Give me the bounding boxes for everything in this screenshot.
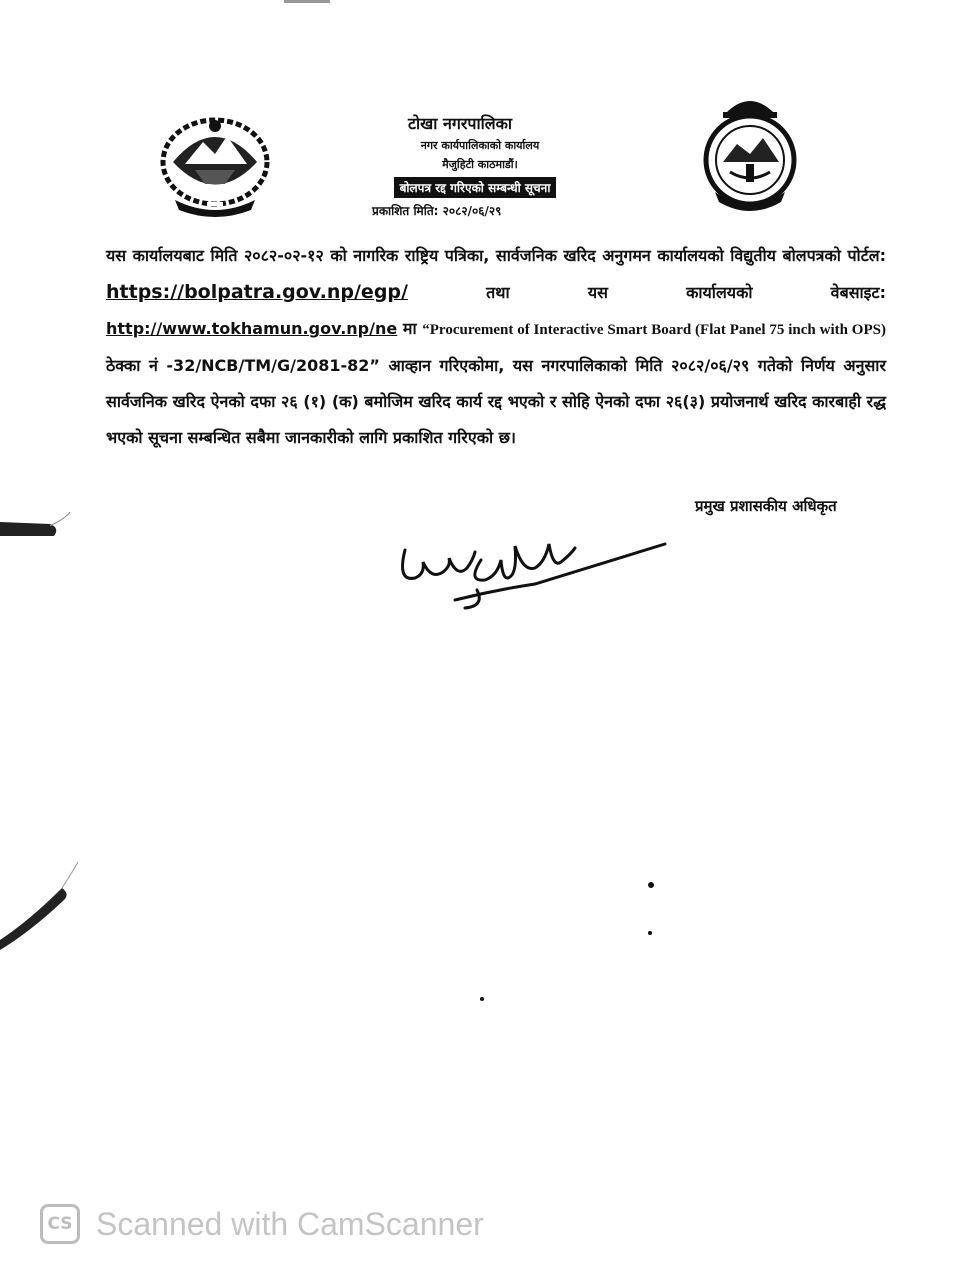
camscanner-watermark (40, 1200, 484, 1248)
contract-number: ठेक्का नं -32/NCB/TM/G/2081-82” (106, 356, 380, 375)
body-text-4: आव्हान गरिएकोमा, यस नगरपालिकाको मिति २०८२/०६/२९ गतेको निर्णय अनुसार सार्वजनिक खरिद ऐनको दफा २६ (१) (क) बमोजिम खरिद कार्य रद्द भएको र सोहि ऐनको दफा २६(३) प्रयोजनार्थ खरिद कारबाही रद्ध भएको सूचना सम्बन्धित सबैमा जानकारीको लागि प्रकाशित गरिएको छ। (106, 356, 886, 447)
tokha-website-link[interactable]: http://www.tokhamun.gov.np/ne (106, 319, 398, 338)
municipality-logo-icon (695, 92, 805, 212)
camscanner-logo-icon: CS (40, 1204, 80, 1244)
body-text-3: मा (402, 319, 417, 338)
nepal-emblem-icon (155, 112, 275, 222)
bolpatra-link[interactable]: https://bolpatra.gov.np/egp/ (106, 281, 408, 303)
municipality-name: टोखा नगरपालिका (407, 114, 513, 133)
office-name: नगर कार्यपालिकाको कार्यालय (420, 139, 540, 152)
handwritten-signature (385, 520, 675, 620)
speck (648, 882, 654, 888)
procurement-title: “Procurement of Interactive Smart Board (Flat Panel 75 inch with OPS) (422, 322, 886, 338)
speck (480, 997, 484, 1001)
published-date: प्रकाशित मिति: २०८२/०६/२९ (372, 204, 502, 218)
scan-edge (284, 0, 330, 3)
scan-artifact-bottom (0, 860, 80, 950)
speck (648, 931, 652, 935)
letterhead (330, 112, 590, 219)
notice-subject: बोलपत्र रद्द गरिएको सम्बन्धी सूचना (394, 177, 557, 198)
office-address: मैजुहिटी काठमाडौं। (442, 158, 518, 171)
signatory-title: प्रमुख प्रशासकीय अधिकृत (695, 497, 837, 515)
body-text-2: तथा यस कार्यालयको वेबसाइट: (486, 283, 886, 302)
notice-body (106, 238, 886, 456)
watermark-text: Scanned with CamScanner (96, 1205, 484, 1242)
body-text-1: यस कार्यालयबाट मिति २०८२-०२-१२ को नागरिक राष्ट्रिय पत्रिका, सार्वजनिक खरिद अनुगमन कार्यालयको विद्युतीय बोलपत्रको पोर्टल: (106, 246, 886, 265)
scan-artifact-top (0, 508, 70, 548)
